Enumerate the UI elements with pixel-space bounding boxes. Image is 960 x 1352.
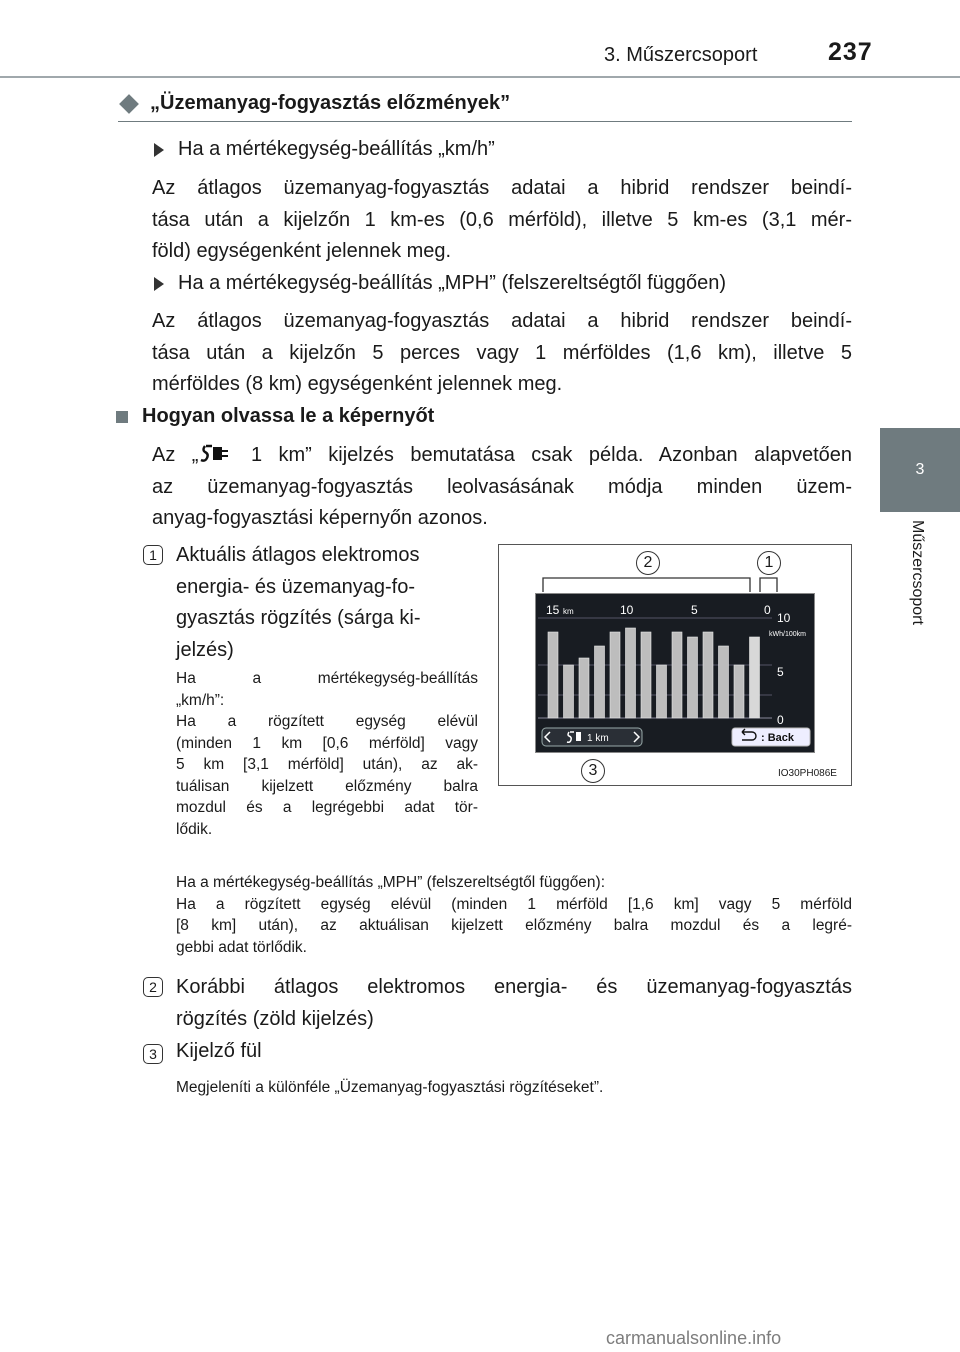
y-tick-0: 0 xyxy=(777,713,784,727)
history-bar xyxy=(688,637,698,718)
x-tick-0: 0 xyxy=(764,603,771,617)
howto-paragraph: Az „ 1 km” kijelzés bemutatása csak példa. Azonban alapvetően az üzemanyag-fogyasztás leolvasásának módja minden üzem- anyag-fogyasztási képernyőn azonos. xyxy=(152,440,852,535)
history-bar xyxy=(564,665,574,718)
mph-heading: Ha a mértékegység-beállítás „MPH” (felszereltségtől függően) xyxy=(154,272,726,295)
item-1-note-mph: Ha a mértékegység-beállítás „MPH” (felszereltségtől függően): Ha a rögzített egység elévül (minden 1 mérföld [1,6 km] vagy 5 mérföld [8 km] után), az aktuálisan kijelzett előzmény balra mozdul és a legré- gebbi adat törlődik. xyxy=(176,874,852,956)
callout-3: 3 xyxy=(581,759,605,783)
item-1-title: Aktuális átlagos elektromos energia- és üzemanyag-fo- gyasztás rögzítés (sárga ki- jelzés) xyxy=(176,544,421,661)
x-tick-5: 5 xyxy=(691,603,698,617)
history-bar xyxy=(610,632,620,718)
triangle-bullet-icon xyxy=(154,277,164,291)
howto-line-1: Az „ 1 km” kijelzés bemutatása csak példa. Azonban alapvetően xyxy=(152,444,853,466)
x-tick-10: 10 xyxy=(620,603,634,617)
y-unit: kWh/100km xyxy=(769,631,806,638)
item-3-description: Megjeleníti a különféle „Üzemanyag-fogyasztási rögzítéseket”. xyxy=(176,1079,604,1096)
history-bar xyxy=(657,665,667,718)
howto-heading: Hogyan olvassa le a képernyőt xyxy=(116,405,434,428)
chapter-tab xyxy=(880,428,960,512)
history-bar xyxy=(672,632,682,718)
history-bar xyxy=(548,632,558,718)
back-label: : Back xyxy=(761,732,795,744)
chapter-side-label: Műszercsoport xyxy=(909,520,926,625)
tab-fuel-icon-pump xyxy=(576,732,581,741)
history-bar xyxy=(579,658,589,718)
triangle-bullet-icon xyxy=(154,143,164,157)
item-3-number: 3 xyxy=(143,1044,163,1064)
item-2-text: Korábbi átlagos elektromos energia- és üzemanyag-fogyasztás rögzítés (zöld kijelzés) xyxy=(176,976,852,1030)
y-tick-5: 5 xyxy=(777,665,784,679)
callout-2: 2 xyxy=(636,551,660,575)
callout-1: 1 xyxy=(757,551,781,575)
bar-group xyxy=(548,628,760,718)
item-2-number: 2 xyxy=(143,977,163,997)
item-1-note-kmh: Ha a mértékegység-beállítás „km/h”: Ha a rögzített egység elévül (minden 1 km [0,6 mérföld] vagy 5 km [3,1 mérföld] után), az ak- tuálisan kijelzett előzmény balra mozdul és a legrégebbi adat tör- lődik. xyxy=(176,670,478,838)
display-screen xyxy=(535,593,815,753)
x-tick-15: 15 xyxy=(546,603,560,617)
fuel-economy-icon xyxy=(198,444,234,464)
section-title: „Üzemanyag-fogyasztás előzmények” xyxy=(150,92,511,114)
mph-paragraph: Az átlagos üzemanyag-fogyasztás adatai a hibrid rendszer beindí- tása után a kijelzőn 5 perces vagy 1 mérföldes (1,6 km), illetve 5 mérföldes (8 km) egységenként jelennek meg. xyxy=(152,310,852,395)
section-rule xyxy=(118,121,852,122)
history-bar xyxy=(595,646,605,718)
fuel-history-chart xyxy=(536,594,814,752)
section-heading xyxy=(118,92,510,115)
history-bar xyxy=(750,637,760,718)
history-bar xyxy=(641,632,651,718)
x-unit-km: km xyxy=(563,607,574,616)
diamond-icon xyxy=(119,94,139,114)
history-bar xyxy=(734,665,744,718)
history-bar xyxy=(703,632,713,718)
kmh-heading: Ha a mértékegység-beállítás „km/h” xyxy=(154,138,495,161)
history-bar xyxy=(626,628,636,718)
item-1-number: 1 xyxy=(143,545,163,565)
y-tick-10: 10 xyxy=(777,611,791,625)
kmh-paragraph: Az átlagos üzemanyag-fogyasztás adatai a hibrid rendszer beindí- tása után a kijelzőn 1 km-es (0,6 mérföld), illetve 5 km-es (3,1 mér- föld) egységenként jelennek meg. xyxy=(152,177,852,262)
square-bullet-icon xyxy=(116,411,128,423)
bracket-history xyxy=(543,578,750,592)
bracket-current xyxy=(760,578,777,592)
history-bar xyxy=(719,646,729,718)
tab-label: 1 km xyxy=(587,733,609,744)
watermark: carmanualsonline.info xyxy=(606,1328,782,1348)
header-rule xyxy=(0,76,960,78)
figure-code: IO30PH086E xyxy=(778,768,837,779)
chapter-title: 3. Műszercsoport xyxy=(604,44,758,66)
item-3-title: Kijelző fül xyxy=(176,1040,262,1062)
page-number: 237 xyxy=(828,38,873,66)
chapter-tab-number: 3 xyxy=(915,461,925,478)
